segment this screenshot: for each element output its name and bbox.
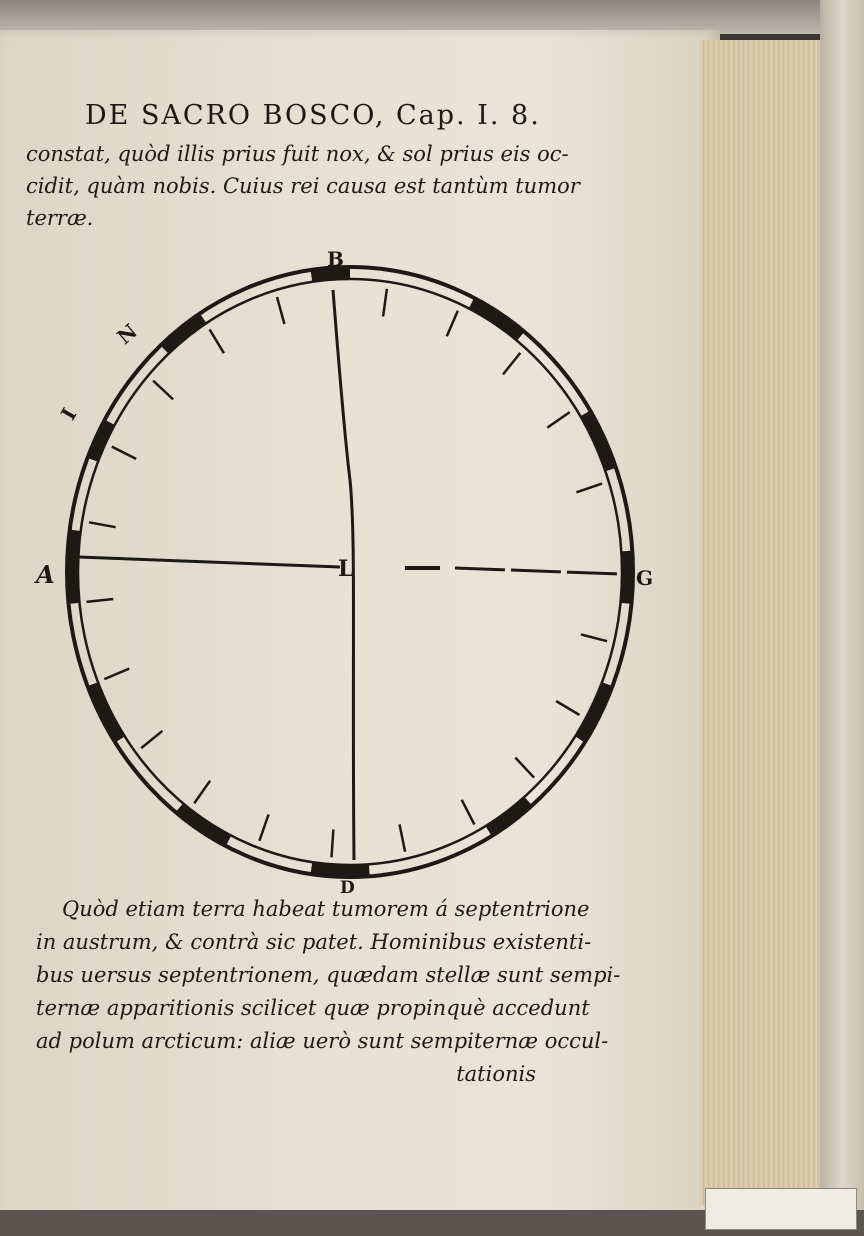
horizontal-radius-right	[455, 568, 620, 574]
tick-mark	[153, 381, 173, 400]
horizontal-radius-left	[78, 557, 340, 567]
tick-mark	[383, 289, 387, 317]
text-line: cidit, quàm nobis. Cuius rei causa est tantùm tumor	[26, 174, 580, 198]
label-upper-left-n: N	[112, 318, 142, 350]
label-upper-left-i: I	[55, 403, 82, 425]
tick-mark	[141, 731, 162, 748]
label-left: A	[36, 560, 55, 589]
tick-mark	[104, 669, 129, 680]
ring-segment	[626, 551, 627, 603]
label-center: L	[338, 556, 354, 582]
tick-mark	[515, 758, 534, 778]
tick-mark	[87, 599, 114, 602]
tick-mark	[556, 701, 579, 715]
tick-mark	[194, 781, 210, 804]
label-right: G	[636, 566, 654, 590]
label-bottom: D	[340, 878, 355, 898]
tick-mark	[462, 800, 475, 825]
tick-mark	[89, 522, 116, 527]
text-line: Quòd etiam terra habeat tumorem á septentrione	[62, 897, 590, 921]
tick-mark	[547, 412, 569, 428]
tick-mark	[332, 829, 334, 857]
text-line: constat, quòd illis prius fuit nox, & sol prius eis oc-	[26, 142, 569, 166]
running-header: DE SACRO BOSCO, Cap. I. 8.	[85, 100, 541, 131]
text-line: in austrum, & contrà sic patet. Hominibus existenti-	[36, 930, 592, 954]
ring-segment	[311, 868, 369, 871]
tick-mark	[210, 330, 224, 354]
tick-mark	[576, 484, 602, 493]
text-line: terræ.	[26, 206, 94, 230]
tick-mark	[400, 824, 406, 851]
tick-mark	[503, 353, 520, 375]
label-top: B	[327, 247, 344, 271]
tick-mark	[259, 814, 268, 840]
text-line: ternæ apparitionis scilicet quæ propinquè accedunt	[36, 996, 590, 1020]
tick-mark	[112, 447, 136, 459]
paragraph-bottom	[36, 893, 621, 1091]
ring-segment	[311, 273, 350, 276]
text-line: bus uersus septentrionem, quædam stellæ sunt sempi-	[36, 963, 621, 987]
tick-mark	[277, 297, 284, 324]
ring-segment	[73, 530, 76, 603]
tick-mark	[581, 634, 607, 641]
text-line: tationis	[456, 1062, 536, 1086]
text-line: ad polum arcticum: aliæ uerò sunt sempiternæ occul-	[36, 1029, 609, 1053]
tick-mark	[447, 311, 458, 337]
